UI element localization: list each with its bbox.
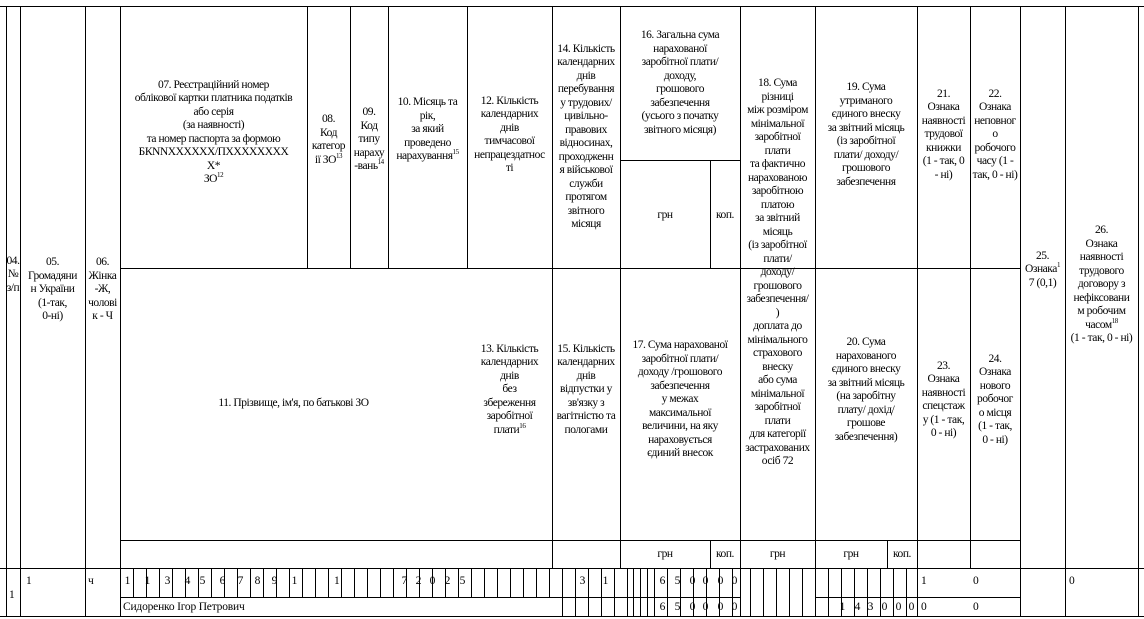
digit-box-line	[367, 568, 368, 597]
digit-box-line	[776, 568, 777, 616]
header-23: 23. Ознака наявності спецстаж у (1 - так, 0 - ні)	[921, 359, 966, 439]
digit-box-line	[263, 568, 264, 597]
row-tax-id-digit: 3	[164, 575, 171, 587]
row-tax-id-digit: 7	[237, 575, 244, 587]
row-tax-id-digit: 1	[144, 575, 151, 587]
row-col22: 0	[973, 575, 979, 587]
row-tax-id-digit: 1	[291, 575, 298, 587]
digit-box-line	[640, 568, 641, 616]
units-17-grn: грн	[657, 548, 673, 561]
row-total-pay-digit: 6	[659, 575, 666, 587]
digit-box-line	[211, 568, 212, 597]
header-13: 13. Кількість календарних днів без збереження заробітної плати$^{16}$	[480, 342, 539, 436]
digit-box-line	[763, 568, 764, 616]
row-period-digit: 7	[401, 575, 408, 587]
row-pay-within-max-digit: 6	[659, 601, 666, 613]
digit-box-line	[536, 568, 537, 597]
digit-box-line	[133, 568, 134, 597]
row-total-pay-digit: 5	[674, 575, 681, 587]
digit-box-line	[575, 568, 576, 616]
row-total-pay-digit: 0	[717, 575, 724, 587]
row-col24: 0	[973, 601, 979, 613]
header-09: 09. Код типу нараху -вань$^{14}$	[353, 106, 385, 173]
row-period-digit: 2	[444, 575, 451, 587]
row-days-work-digit: 3	[579, 575, 586, 587]
digit-box-line	[523, 568, 524, 597]
row-tax-id-digit: 4	[184, 575, 191, 587]
row-full-name: Сидоренко Ігор Петрович	[123, 601, 245, 613]
digit-box-line	[484, 568, 485, 597]
row-pay-within-max-digit: 0	[731, 601, 738, 613]
row-total-pay-digit: 0	[731, 575, 738, 587]
header-10: 10. Місяць та рік, за який проведено нарахування$^{15}$	[396, 96, 459, 163]
digit-box-line	[917, 568, 918, 616]
header-25: 25. Ознака$^1$ 7 (0,1)	[1025, 249, 1060, 289]
row-tax-id-digit: 8	[254, 575, 261, 587]
header-17: 17. Сума нарахованої заробітної плати/ доходу /грошового забезпечення у межах максимальної величини, на яку нараховується єдиний внесок	[632, 339, 728, 460]
header-units-line	[120, 540, 1020, 541]
digit-box-line	[740, 568, 741, 616]
header-15: 15. Кількість календарних днів відпустки у зв'язку з вагітністю та пологами	[556, 342, 616, 436]
header-12: 12. Кількість календарних днів тимчасової непрацездатнос ті	[474, 94, 545, 174]
row-pay-within-max-digit: 0	[689, 601, 696, 613]
row-tax-id-digit: 9	[271, 575, 278, 587]
header-14: 14. Кількість календарних днів перебування у трудових/ цивільно- правових відносинах, проходженн я військової служби протягом звітного місяця	[557, 42, 615, 230]
digit-box-line	[802, 568, 803, 616]
digit-box-line	[315, 568, 316, 597]
header-24: 24. Ознака нового робочог о місця (1 - так, 0 - ні)	[977, 352, 1013, 446]
digit-box-line	[328, 568, 329, 597]
units-20-grn: грн	[843, 548, 859, 561]
row-pay-within-max-digit: 5	[674, 601, 681, 613]
row-contribution-digit: 0	[895, 601, 902, 613]
digit-box-line	[789, 568, 790, 616]
units-17-kop: коп.	[716, 548, 734, 561]
header-06: 06. Жінка -Ж, чолові к - Ч	[88, 256, 117, 323]
digit-box-line	[627, 568, 628, 616]
row-number: 1	[9, 589, 15, 601]
row-days-work-digit: 1	[602, 575, 609, 587]
digit-box-line	[471, 568, 472, 597]
row-contribution-digit: 0	[881, 601, 888, 613]
digit-box-line	[614, 568, 615, 616]
digit-box-line	[647, 568, 648, 616]
digit-box-line	[302, 568, 303, 597]
row-citizen: 1	[26, 575, 32, 587]
row-col21: 1	[921, 575, 927, 587]
row-contribution-digit: 0	[908, 601, 915, 613]
digit-box-line	[393, 568, 394, 597]
header-22: 22. Ознака неповног о робочого часу (1 - так, 0 - ні)	[972, 87, 1018, 181]
form-bottom-border	[0, 616, 1144, 617]
header-07: 07. Реєстраційний номер облікової картки платника податків або серія (за наявності) та номер паспорта за формою БКNNXXXXXX/ПXXXXXXXX X* ЗО$^{12}$	[134, 78, 293, 185]
digit-box-line	[510, 568, 511, 597]
header-16: 16. Загальна сума нарахованої заробітної плати/ доходу, грошового забезпечення (усього з початку звітного місяця)	[640, 29, 720, 136]
digit-box-line	[341, 568, 342, 597]
header-26: 26. Ознака наявності трудового договору з нефіксовани м робочим часом$^{18}$ (1 - так, 0 - ні)	[1070, 224, 1133, 345]
header-04: 04. № з/п	[6, 254, 20, 294]
digit-box-line	[497, 568, 498, 597]
row-period-digit: 0	[429, 575, 436, 587]
digit-box-line	[380, 568, 381, 597]
header-16-kop: коп.	[716, 209, 734, 222]
column-line	[1138, 6, 1139, 616]
row-contribution-digit: 4	[854, 601, 861, 613]
digit-box-line	[549, 568, 550, 597]
row-total-pay-digit: 0	[689, 575, 696, 587]
row-pay-within-max-digit: 0	[702, 601, 709, 613]
row-tax-id-digit: 1	[124, 575, 131, 587]
row-tax-id-digit: 5	[199, 575, 206, 587]
header-11: 11. Прізвище, ім'я, по батькові ЗО	[218, 397, 369, 410]
row-contribution-digit: 1	[839, 601, 846, 613]
row-col23: 0	[921, 601, 927, 613]
grn-kop-header-line	[620, 160, 740, 161]
digit-box-line	[633, 568, 634, 616]
digit-box-line	[815, 568, 816, 616]
header-05: 05. Громадяни н України (1-так, 0-ні)	[28, 256, 77, 323]
row-period-digit: 2	[415, 575, 422, 587]
header-20: 20. Сума нарахованого єдиного внеску за звітний місяць (на заробітну плату/ дохід/ грошове забезпечення)	[827, 336, 905, 443]
units-20-kop: коп.	[893, 548, 911, 561]
column-line	[1020, 6, 1021, 616]
row-contribution-digit: 3	[867, 601, 874, 613]
header-08: 08. Код категор ії ЗО$^{13}$	[311, 113, 346, 166]
digit-box-line	[588, 568, 589, 616]
row-total-pay-digit: 0	[702, 575, 709, 587]
digit-box-line	[654, 568, 655, 616]
row-category: 1	[334, 575, 340, 587]
header-19: 19. Сума утриманого єдиного внеску за звітний місяць (із заробітної плати/ доходу/ грошового забезпечення	[827, 81, 905, 188]
digit-box-line	[828, 568, 829, 616]
row-tax-id-digit: 6	[219, 575, 226, 587]
row-gender: ч	[88, 575, 94, 587]
row-col26: 0	[1069, 575, 1075, 587]
digit-box-line	[120, 568, 121, 597]
digit-box-line	[750, 568, 751, 616]
digit-box-line	[562, 568, 563, 616]
row-period-digit: 5	[459, 575, 466, 587]
digit-box-line	[354, 568, 355, 597]
header-18: 18. Сума різниці між розміром мінімальної заробітної плати та фактично нарахованою заробітною платою за звітний місяць (із заробітної плати/ доходу/ грошового забезпечення/ ) доплата до мінімального страхового внеску або сума мінімальної заробітної плати для категорії застрахованих осіб 72	[745, 77, 810, 468]
header-16-grn: грн	[657, 209, 673, 222]
units-18-grn: грн	[769, 548, 786, 561]
row-pay-within-max-digit: 0	[717, 601, 724, 613]
header-21: 21. Ознака наявності трудової книжки (1 - так, 0 - ні)	[921, 87, 966, 181]
digit-box-line	[159, 568, 160, 597]
digit-box-line	[250, 568, 251, 597]
